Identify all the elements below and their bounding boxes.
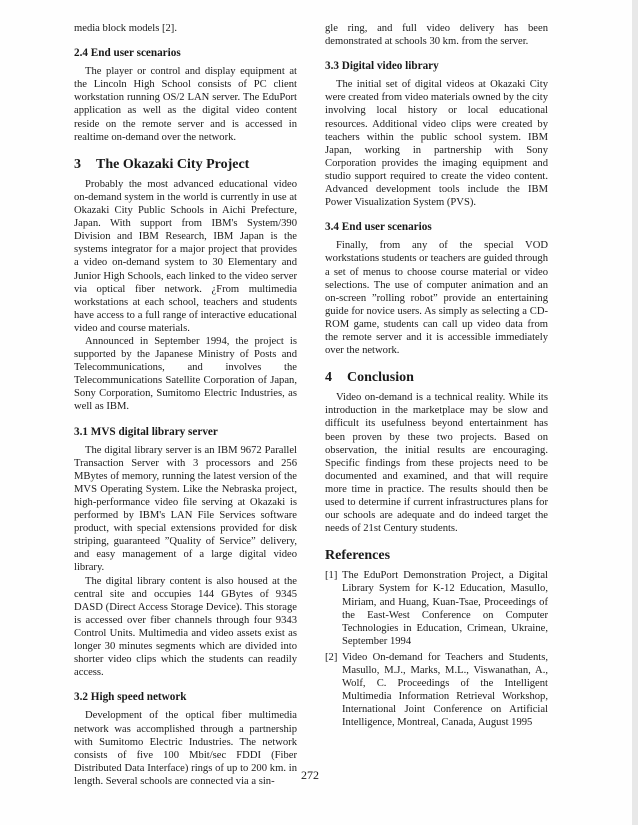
section-3-heading	[74, 158, 297, 171]
continued-paragraph: gle ring, and full video delivery has been demonstrated at schools 30 km. from the server.	[325, 23, 548, 48]
page-number: 272	[301, 768, 319, 782]
section-number: 4	[325, 370, 332, 386]
section-title: The Okazaki City Project	[96, 156, 250, 172]
section-2-4-heading: 2.4 End user scenarios	[74, 47, 181, 60]
paragraph: Announced in September 1994, the project is supported by the Japanese Ministry of Posts and Telecommunications, and involves the Telecommunications Satellite Corporation of Japan, Sony Corporation, Sumitomo Electric Industries, as well as IBM.	[74, 335, 297, 413]
section-3-4-heading: 3.4 End user scenarios	[325, 221, 432, 234]
paragraph: The initial set of digital videos at Okazaki City were created from video materials owned by the city involving local history or local educational resources. Additional video clips were created by teachers within the public school system. IBM Japan, working in partnership with Sony Corporation provides the imaging equipment and studio support required to create the video content. Advanced development tools include the IBM Power Visualization System (PVS).	[325, 79, 548, 209]
paragraph: Probably the most advanced educational video on-demand system in the world is currently in use at Okazaki City Public Schools in Aichi Prefecture, Japan. With support from IBM's System/390 Division and IBM Research, IBM Japan is the systems integrator for a major project that provides a video on-demand system to 30 Elementary and Junior High Schools, each linked to the video server via optical fiber network. ¿From multimedia workstations at each school, teachers and students have access to a full range of interactive educational video and course materials.	[74, 178, 297, 334]
paragraph: The digital library server is an IBM 9672 Parallel Transaction Server with 3 processors and 256 MBytes of memory, running the latest version of the MVS Operating System. Like the Nebraska project, high-performance video file serving at Okazaki is performed by IBM's LAN File Services software product, with special extensions provided for disk striping, guaranteed ”Quality of Service” delivery, and easy management of a large digital video library.	[74, 444, 297, 574]
reference-item	[325, 651, 548, 730]
section-3-2-heading: 3.2 High speed network	[74, 691, 187, 704]
page-edge	[632, 0, 638, 825]
reference-item	[325, 569, 548, 648]
reference-text: The EduPort Demonstration Project, a Digital Library System for K-12 Education, Masullo, Miriam, and Huang, Kuan-Tsae, Proceedings of the East-West Conference on Computer Technologies in Education, Crimean, Ukraine, September 1994	[342, 570, 548, 647]
reference-tag: [2]	[325, 651, 338, 663]
reference-list	[325, 569, 548, 729]
section-3-3-heading: 3.3 Digital video library	[325, 60, 439, 73]
right-column	[325, 22, 548, 733]
section-3-1-heading: 3.1 MVS digital library server	[74, 425, 218, 438]
references-heading: References	[325, 548, 391, 564]
paragraph: Video on-demand is a technical reality. While its introduction in the marketplace may be slow and difficult its usefulness beyond entertainment has been proven by these two projects. Based on observation, the initial results are encouraging. Specific findings from these projects need to be documented and examined, and that will require more time in practice. The results should then be used to determine if current infrastructures plans for our schools are adequate and do indeed target the needs of 21st Century students.	[325, 392, 548, 535]
paragraph: The player or control and display equipment at the Lincoln High School consists of PC client workstation running OS/2 LAN server. The EduPort application as well as the digital video content reside on the remote server and is accessed in realtime on-demand over the network.	[74, 66, 297, 143]
section-title: Conclusion	[347, 370, 414, 386]
section-number: 3	[74, 156, 81, 172]
paragraph: The digital library content is also housed at the central site and occupies 144 GBytes of 9345 DASD (Direct Access Storage Device). This storage is accessed over fiber channels through four 9343 Control Units. Multimedia and video assets exist as longer 30 minutes segments which are divided into shorter video clips which the students can readily access.	[74, 575, 297, 679]
continued-paragraph: media block models [2].	[74, 23, 177, 34]
reference-text: Video On-demand for Teachers and Students, Masullo, M.J., Marks, M.L., Viswanathan, A., Wolf, C. Proceedings of the Intelligent Multimedia Information Retrieval Workshop, International Joint Conference on Artificial Intelligence, Montreal, Canada, August 1995	[342, 651, 548, 729]
left-column	[74, 22, 297, 788]
paragraph: Finally, from any of the special VOD workstations students or teachers are guided through a set of menus to choose course material or video selections. The use of computer animation and an on-screen ”rolling robot” provide an entertaining guide for novice users. As simply as selecting a CD-ROM game, students can call up video data from the remote server and it is accessible immediately over the network.	[325, 240, 549, 357]
section-4-heading	[325, 371, 548, 384]
paragraph: Development of the optical fiber multimedia network was accomplished through a partnership with Sumitomo Electric Industries. The network consists of five 100 Mbit/sec FDDI (Fiber Distributed Data Interface) rings of up to 200 km. in length. Several schools are connected via a sin-	[74, 710, 297, 787]
reference-tag: [1]	[325, 570, 338, 582]
